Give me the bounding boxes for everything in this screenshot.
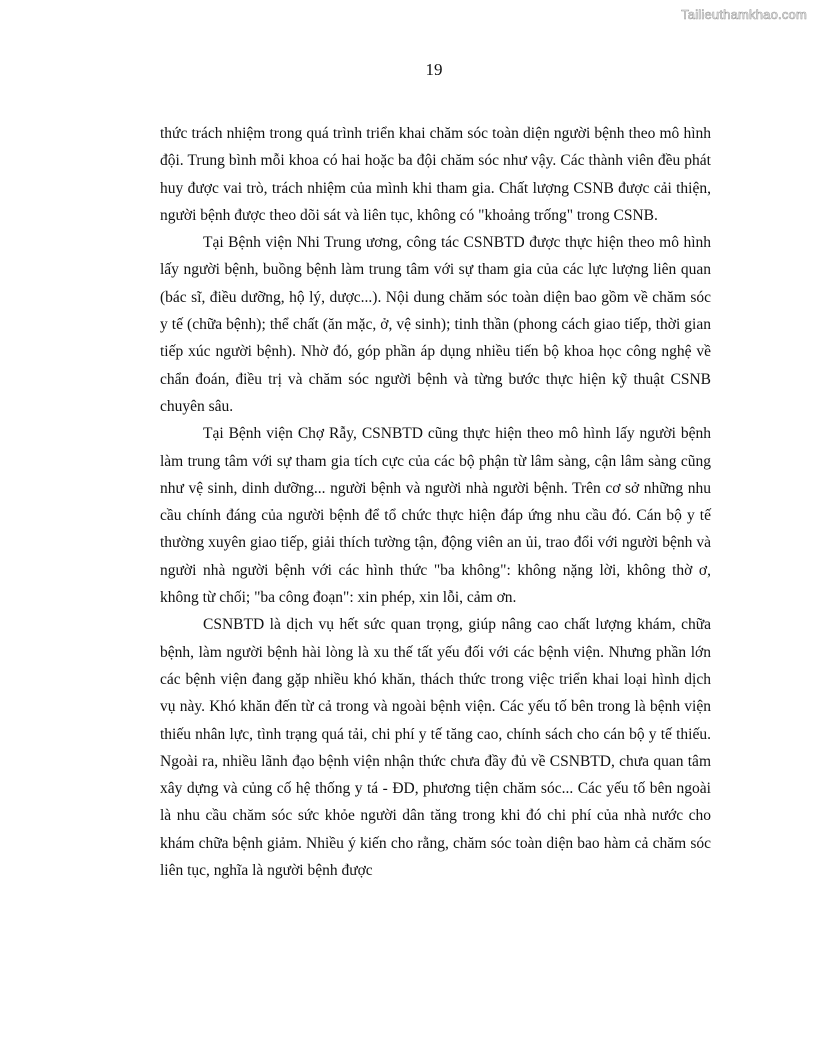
paragraph-continued: thức trách nhiệm trong quá trình triển khai chăm sóc toàn diện người bệnh theo mô hình đội. Trung bình mỗi khoa có hai hoặc ba đội chăm sóc như vậy. Các thành viên đều phát huy được vai trò, trách nhiệm của mình khi tham gia. Chất lượng CSNB được cải thiện, người bệnh được theo dõi sát và liên tục, không có "khoảng trống" trong CSNB. bbox=[160, 125, 711, 224]
watermark-text: Tailieuthamkhao.com bbox=[681, 7, 807, 22]
page-number: 19 bbox=[425, 60, 443, 79]
paragraph: Tại Bệnh viện Chợ Rẫy, CSNBTD cũng thực hiện theo mô hình lấy người bệnh làm trung tâm với sự tham gia tích cực của các bộ phận từ lâm sàng, cận lâm sàng cũng như vệ sinh, dinh dưỡng... người bệnh và người nhà người bệnh. Trên cơ sở những nhu cầu chính đáng của người bệnh để tổ chức thực hiện đáp ứng nhu cầu đó. Cán bộ y tế thường xuyên giao tiếp, giải thích tường tận, động viên an ủi, trao đổi với người bệnh và người nhà người bệnh với các hình thức "ba không": không nặng lời, không thờ ơ, không từ chối; "ba công đoạn": xin phép, xin lỗi, cảm ơn. bbox=[160, 425, 711, 607]
paragraph: Tại Bệnh viện Nhi Trung ương, công tác CSNBTD được thực hiện theo mô hình lấy người bệnh, buồng bệnh làm trung tâm với sự tham gia của các lực lượng liên quan (bác sĩ, điều dưỡng, hộ lý, dược...). Nội dung chăm sóc toàn diện bao gồm về chăm sóc y tế (chữa bệnh); thể chất (ăn mặc, ở, vệ sinh); tinh thần (phong cách giao tiếp, thời gian tiếp xúc người bệnh). Nhờ đó, góp phần áp dụng nhiều tiến bộ khoa học công nghệ về chẩn đoán, điều trị và chăm sóc người bệnh và từng bước thực hiện kỹ thuật CSNB chuyên sâu. bbox=[160, 234, 711, 415]
paragraph: CSNBTD là dịch vụ hết sức quan trọng, giúp nâng cao chất lượng khám, chữa bệnh, làm người bệnh hài lòng là xu thế tất yếu đối với các bệnh viện. Nhưng phần lớn các bệnh viện đang gặp nhiều khó khăn, thách thức trong việc triển khai loại hình dịch vụ này. Khó khăn đến từ cả trong và ngoài bệnh viện. Các yếu tố bên trong là bệnh viện thiếu nhân lực, tình trạng quá tải, chi phí y tế tăng cao, chính sách cho cán bộ y tế thiếu. Ngoài ra, nhiều lãnh đạo bệnh viện nhận thức chưa đầy đủ về CSNBTD, chưa quan tâm xây dựng và củng cố hệ thống y tá - ĐD, phương tiện chăm sóc... Các yếu tố bên ngoài là nhu cầu chăm sóc sức khỏe người dân tăng trong khi đó chi phí của nhà nước cho khám chữa bệnh giảm. Nhiều ý kiến cho rằng, chăm sóc toàn diện bao hàm cả chăm sóc liên tục, nghĩa là người bệnh được bbox=[160, 616, 711, 880]
document-body bbox=[160, 120, 711, 884]
